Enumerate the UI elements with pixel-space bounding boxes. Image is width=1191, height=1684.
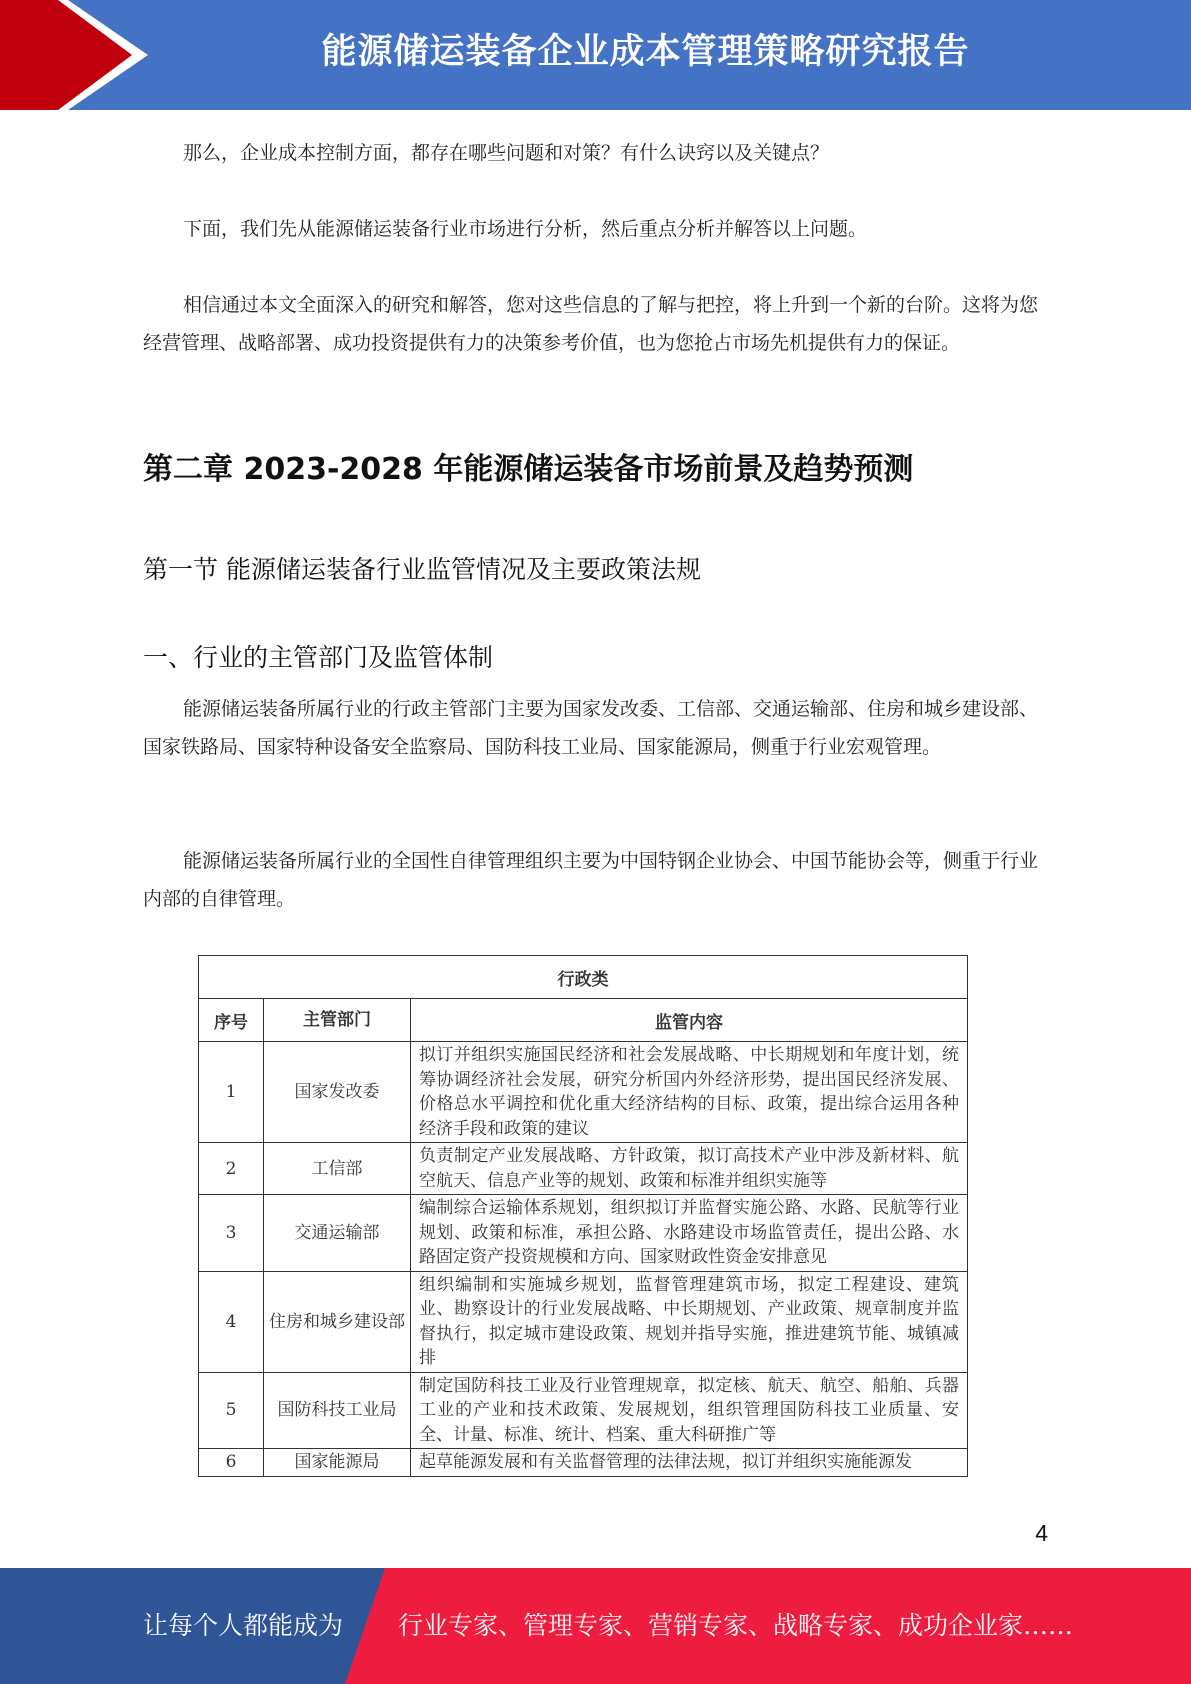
- row-dept: 住房和城乡建设部: [264, 1271, 411, 1372]
- row-dept: 工信部: [264, 1143, 411, 1195]
- header-title: 能源储运装备企业成本管理策略研究报告: [321, 32, 970, 72]
- page-number: 4: [1035, 1520, 1048, 1546]
- page-footer: [0, 1568, 1191, 1684]
- table-row: [199, 1195, 968, 1272]
- table-row: [199, 1372, 968, 1449]
- footer-slogan-right: 行业专家、管理专家、营销专家、战略专家、成功企业家……: [398, 1611, 1074, 1640]
- intro-paragraph-3: 相信通过本文全面深入的研究和解答，您对这些信息的了解与把控，将上升到一个新的台阶。这将为您经营管理、战略部署、成功投资提供有力的决策参考价值，也为您抢占市场先机提供有力的保证。: [143, 294, 1039, 354]
- regulator-table-wrap: [198, 955, 968, 1480]
- section-title: 第一节 能源储运装备行业监管情况及主要政策法规: [143, 555, 701, 584]
- row-desc: 起草能源发展和有关监督管理的法律法规，拟订并组织实施能源发: [411, 1449, 968, 1477]
- table-row: [199, 1143, 968, 1195]
- row-index: 4: [199, 1271, 264, 1372]
- row-index: 1: [199, 1042, 264, 1143]
- table-header-index: 序号: [199, 999, 264, 1042]
- table-header-dept: 主管部门: [264, 999, 411, 1042]
- intro-paragraph-1: 那么，企业成本控制方面，都存在哪些问题和对策？有什么诀窍以及关键点？: [183, 142, 830, 164]
- table-caption: 行政类: [199, 956, 968, 999]
- row-index: 2: [199, 1143, 264, 1195]
- row-dept: 国家能源局: [264, 1449, 411, 1477]
- row-index: 6: [199, 1449, 264, 1477]
- body-paragraph-2: 能源储运装备所属行业的全国性自律管理组织主要为中国特钢企业协会、中国节能协会等，侧重于行业内部的自律管理。: [143, 850, 1039, 910]
- row-index: 5: [199, 1372, 264, 1449]
- body-paragraph-1: 能源储运装备所属行业的行政主管部门主要为国家发改委、工信部、交通运输部、住房和城乡建设部、国家铁路局、国家特种设备安全监察局、国防科技工业局、国家能源局，侧重于行业宏观管理。: [143, 698, 1039, 758]
- row-index: 3: [199, 1195, 264, 1272]
- intro-paragraph-2: 下面，我们先从能源储运装备行业市场进行分析，然后重点分析并解答以上问题。: [183, 218, 868, 240]
- chapter-title: 第二章 2023-2028 年能源储运装备市场前景及趋势预测: [143, 452, 914, 487]
- table-header-content: 监管内容: [411, 999, 968, 1042]
- table-row: [199, 1449, 968, 1477]
- row-dept: 国防科技工业局: [264, 1372, 411, 1449]
- row-desc: 编制综合运输体系规划，组织拟订并监督实施公路、水路、民航等行业规划、政策和标准，承担公路、水路建设市场监管责任，提出公路、水路固定资产投资规模和方向、国家财政性资金安排意见: [411, 1195, 968, 1272]
- row-desc: 组织编制和实施城乡规划，监督管理建筑市场，拟定工程建设、建筑业、勘察设计的行业发展战略、中长期规划、产业政策、规章制度并监督执行，拟定城市建设政策、规划并指导实施，推进建筑节能、城镇减排: [411, 1271, 968, 1372]
- row-desc: 负责制定产业发展战略、方针政策，拟订高技术产业中涉及新材料、航空航天、信息产业等的规划、政策和标准并组织实施等: [411, 1143, 968, 1195]
- footer-slogan-left: 让每个人都能成为: [143, 1611, 344, 1640]
- row-dept: 国家发改委: [264, 1042, 411, 1143]
- header-chevron-icon: [0, 0, 160, 110]
- table-row: [199, 1271, 968, 1372]
- row-dept: 交通运输部: [264, 1195, 411, 1272]
- subsection-title: 一、行业的主管部门及监管体制: [143, 643, 494, 672]
- row-desc: 拟订并组织实施国民经济和社会发展战略、中长期规划和年度计划，统筹协调经济社会发展，研究分析国内外经济形势，提出国民经济发展、价格总水平调控和优化重大经济结构的目标、政策，提出综合运用各种经济手段和政策的建议: [411, 1042, 968, 1143]
- regulator-table: [198, 955, 968, 1477]
- table-row: [199, 1042, 968, 1143]
- row-desc: 制定国防科技工业及行业管理规章，拟定核、航天、航空、船舶、兵器工业的产业和技术政策、发展规划，组织管理国防科技工业质量、安全、计量、标准、统计、档案、重大科研推广等: [411, 1372, 968, 1449]
- page-header: [0, 0, 1191, 110]
